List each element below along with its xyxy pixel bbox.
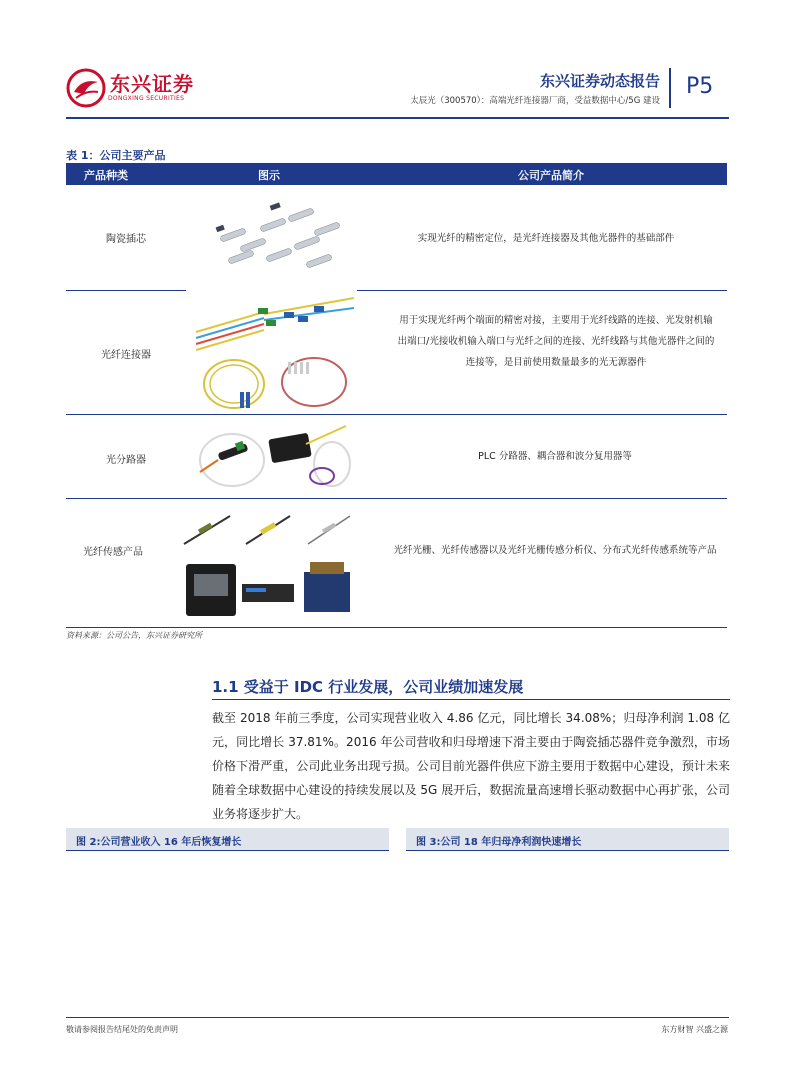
section-rule: [212, 699, 730, 700]
figure-header: [66, 828, 389, 851]
table-bottom-rule: [66, 627, 727, 628]
page-number: P5: [686, 74, 714, 99]
figure-header: [406, 828, 729, 851]
fiber-connector-image: [194, 292, 356, 412]
row-divider: [66, 414, 727, 415]
logo-subtext: DONGXING SECURITIES: [108, 95, 185, 102]
footer-disclaimer: 敬请参阅报告结尾处的免责声明: [66, 1025, 178, 1034]
figure-label: 图 3:公司 18 年归母净利润快速增长: [416, 837, 582, 848]
header-rule: [66, 117, 729, 119]
header-divider: [669, 68, 671, 108]
fiber-sensing-image: [180, 504, 356, 620]
row-category: 光纤传感产品: [83, 547, 143, 558]
col-header-category: 产品种类: [84, 169, 128, 182]
row-description: 用于实现光纤两个端面的精密对接，主要用于光纤线路的连接、光发射机输出端口/光接收机输入端口与光纤之间的连接、光纤线路与其他光器件之间的连接等，是目前使用数量最多的光无源器件: [397, 315, 715, 368]
row-category: 陶瓷插芯: [106, 234, 146, 245]
row-divider: [66, 290, 186, 291]
report-subtitle: 太辰光（300570）：高端光纤连接器厂商，受益数据中心/5G 建设: [410, 96, 660, 106]
row-divider: [357, 290, 727, 291]
col-header-image: 图示: [258, 169, 280, 182]
section-title: 1.1 受益于 IDC 行业发展，公司业绩加速发展: [212, 678, 524, 696]
col-header-description: 公司产品简介: [518, 169, 584, 182]
logo-text: 东兴证券: [110, 72, 194, 96]
row-description: 光纤光栅、光纤传感器以及光纤光栅传感分析仪、分布式光纤传感系统等产品: [393, 545, 717, 556]
table-header: [66, 163, 727, 185]
logo-icon: [66, 68, 106, 108]
footer-rule: [66, 1017, 729, 1018]
report-title: 东兴证券动态报告: [539, 72, 660, 90]
ceramic-ferrule-image: [210, 196, 350, 276]
row-description: 实现光纤的精密定位，是光纤连接器及其他光器件的基础部件: [417, 233, 675, 244]
section-body: 截至 2018 年前三季度，公司实现营业收入 4.86 亿元，同比增长 34.08%；归母净利润 1.08 亿元，同比增长 37.81%。2016 年公司营收和归母增速下滑主要由于陶瓷插芯器件竞争激烈，市场价格下滑严重，公司此业务出现亏损。公司目前光器件供应下游主要用于数据中心建设，预计未来随着全球数据中心建设的持续发展以及 5G 展开后，数据流量高速增长驱动数据中心再扩张，公司业务将逐步扩大。: [212, 711, 730, 821]
row-category: 光分路器: [106, 455, 146, 466]
figure-label: 图 2:公司营业收入 16 年后恢复增长: [76, 837, 242, 848]
table-title: 表 1：公司主要产品: [66, 149, 166, 162]
footer-slogan: 东方财智 兴盛之源: [661, 1025, 728, 1034]
optical-splitter-image: [196, 420, 356, 494]
row-divider: [66, 498, 727, 499]
table-source: 资料来源：公司公告，东兴证券研究所: [66, 631, 202, 640]
row-category: 光纤连接器: [101, 350, 151, 361]
row-description: PLC 分路器、耦合器和波分复用器等: [478, 451, 632, 462]
